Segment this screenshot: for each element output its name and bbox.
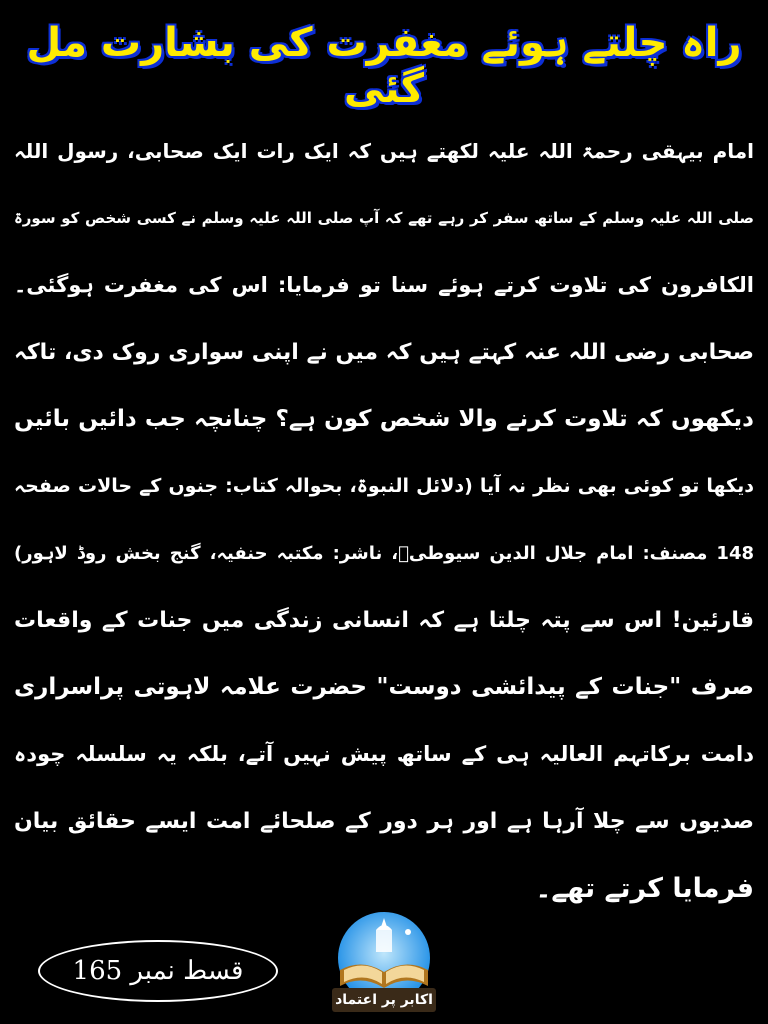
text-line-last: فرمایا کرتے تھے۔ — [535, 873, 754, 904]
text-line: صرف "جنات کے پیدائشی دوست" حضرت علامہ لاہوتی پراسراری — [14, 674, 754, 700]
text-line: الکافرون کی تلاوت کرتے ہوئے سنا تو فرمایا: اس کی مغفرت ہوگئی۔ — [14, 273, 754, 297]
text-line: صحابی رضی اللہ عنہ کہتے ہیں کہ میں نے اپنی سواری روک دی، تاکہ — [14, 340, 754, 365]
episode-number-badge: قسط نمبر 165 — [38, 940, 278, 1002]
logo-caption: اکابر پر اعتماد — [332, 988, 436, 1012]
text-line: دامت برکاتہم العالیہ ہی کے ساتھ پیش نہیں آتے، بلکہ یہ سلسلہ چودہ — [14, 742, 754, 766]
poster-title: راہ چلتے ہوئے مغفرت کی بشارت مل گئی — [26, 20, 742, 112]
text-line: دیکھا تو کوئی بھی نظر نہ آیا (دلائل النبوۃ، بحوالہ کتاب: جنوں کے حالات صفحہ — [14, 475, 754, 497]
text-line: امام بیہقی رحمۃ اللہ علیہ لکھتے ہیں کہ ایک رات ایک صحابی، رسول اللہ — [14, 139, 754, 163]
text-line: قارئین! اس سے پتہ چلتا ہے کہ انسانی زندگی میں جنات کے واقعات — [14, 608, 754, 633]
text-line: صدیوں سے چلا آرہا ہے اور ہر دور کے صلحائے امت ایسے حقائق بیان — [14, 809, 754, 834]
text-line: دیکھوں کہ تلاوت کرنے والا شخص کون ہے؟ چنانچہ جب دائیں بائیں — [14, 406, 754, 432]
text-line: صلی اللہ علیہ وسلم کے ساتھ سفر کر رہے تھے کہ آپ صلی اللہ علیہ وسلم نے کسی شخص کو سورۃ — [14, 209, 754, 227]
body-text — [14, 118, 754, 922]
text-line: 148 مصنف: امام جلال الدین سیوطیؒ، ناشر: مکتبہ حنفیہ، گنج بخش روڈ لاہور) — [14, 543, 754, 564]
